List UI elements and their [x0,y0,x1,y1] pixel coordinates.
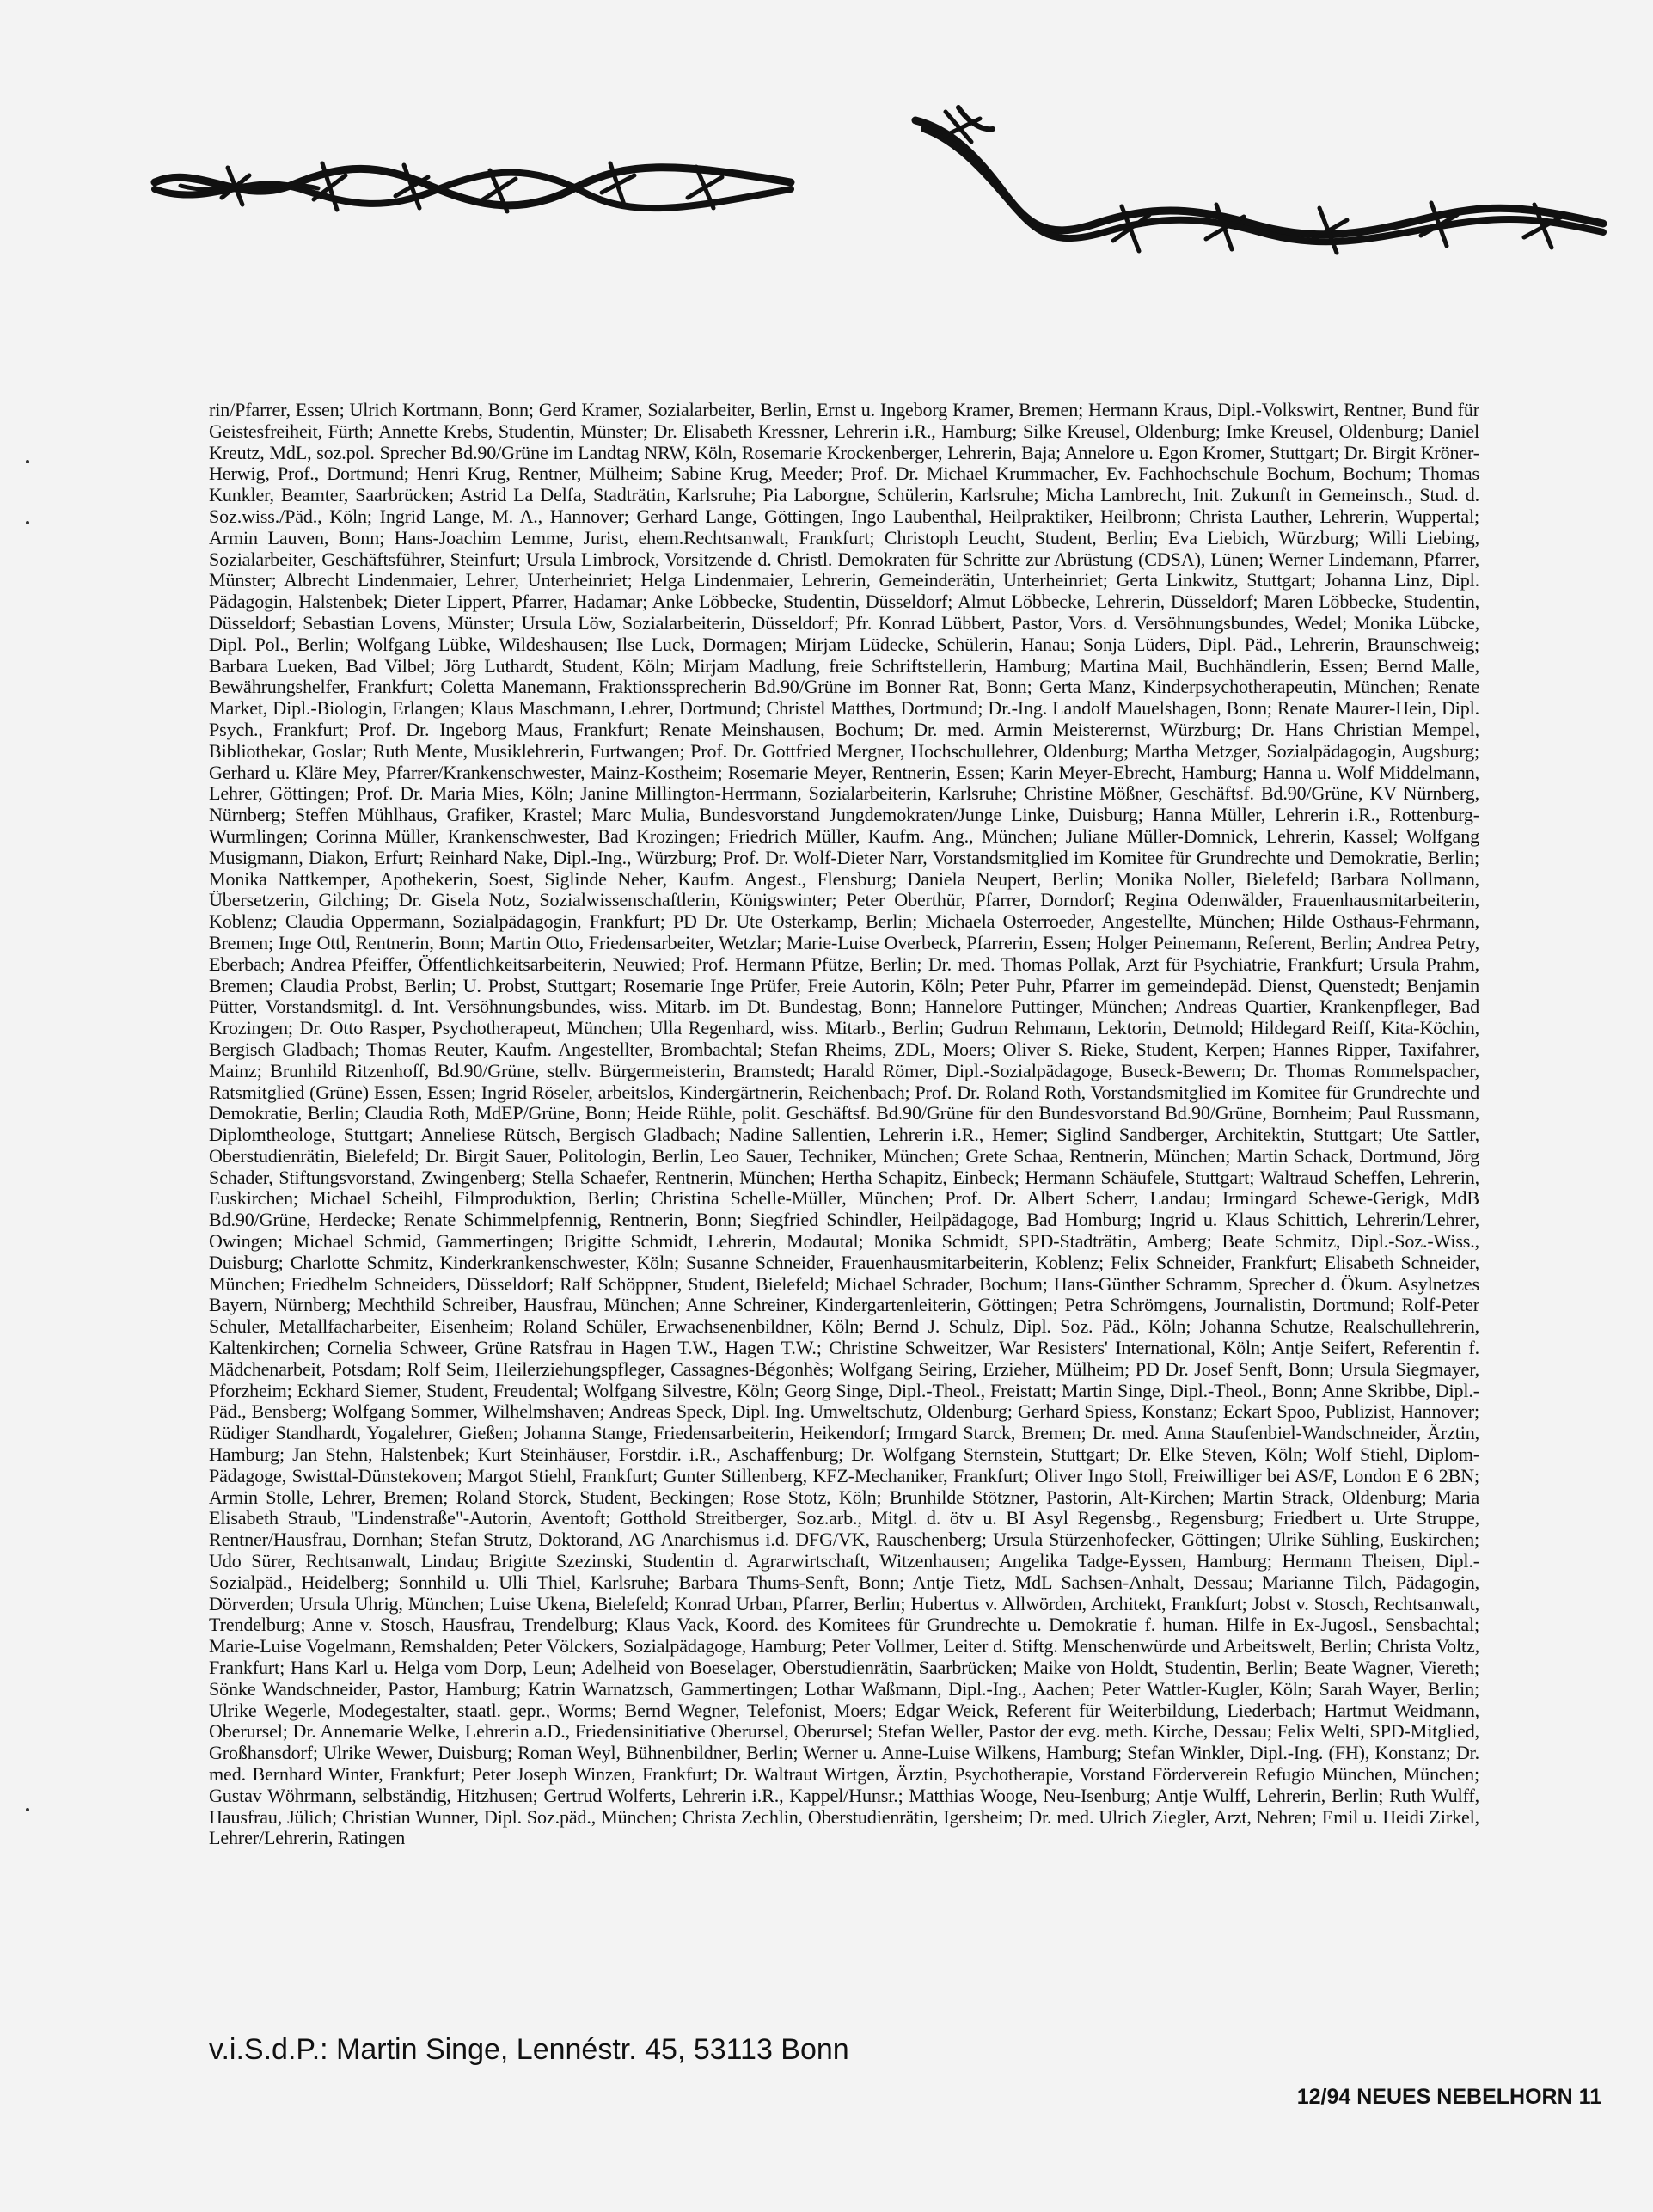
barbed-wire-right-icon [907,95,1612,292]
barbed-wire-left-icon [146,103,799,275]
imprint: v.i.S.d.P.: Martin Singe, Lennéstr. 45, 53113 Bonn [209,2033,849,2066]
signatories-list [209,400,1479,1849]
margin-dot [26,521,29,524]
signatories-text: rin/Pfarrer, Essen; Ulrich Kortmann, Bonn; Gerd Kramer, Sozialarbeiter, Berlin, Ernst u. Ingeborg Kramer, Bremen; Hermann Kraus, Dipl.-Volkswirt, Rentner, Bund für Geistesfreiheit, Fürth; Annette Krebs, Studentin, Münster; Dr. Elisabeth Kressner, Lehrerin i.R., Hamburg; Silke Kreusel, Oldenburg; Imke Kreusel, Oldenburg; Daniel Kreutz, MdL, soz.pol. Sprecher Bd.90/Grüne im Landtag NRW, Köln, Rosemarie Krockenberger, Lehrerin, Baja; Annelore u. Egon Kromer, Stuttgart; Dr. Birgit Kröner-Herwig, Prof., Dortmund; Henri Krug, Rentner, Mülheim; Sabine Krug, Meeder; Prof. Dr. Michael Krummacher, Ev. Fachhochschule Bochum, Bochum; Thomas Kunkler, Beamter, Saarbrücken; Astrid La Delfa, Stadträtin, Karlsruhe; Pia Laborgne, Schülerin, Karlsruhe; Micha Lambrecht, Init. Zukunft in Gemeinsch., Stud. d. Soz.wiss./Päd., Köln; Ingrid Lange, M. A., Hannover; Gerhard Lange, Göttingen, Ingo Laubenthal, Heilpraktiker, Heilbronn; Christa Lauther, Lehrerin, Wuppertal; Armin Lauven, Bonn; Hans-Joachim Lemme, Jurist, ehem.Rechtsanwalt, Frankfurt; Christoph Leucht, Student, Berlin; Eva Liebich, Würzburg; Willi Liebing, Sozialarbeiter, Geschäftsführer, Steinfurt; Ursula Limbrock, Vorsitzende d. Christl. Demokraten für Schritte zur Abrüstung (CDSA), Lünen; Werner Lindemann, Pfarrer, Münster; Albrecht Lindenmaier, Lehrer, Unterheinriet; Helga Lindenmaier, Lehrerin, Gemeinderätin, Unterheinriet; Gerta Linkwitz, Stuttgart; Johanna Linz, Dipl. Pädagogin, Halstenbek; Dieter Lippert, Pfarrer, Hadamar; Anke Löbbecke, Studentin, Düsseldorf; Almut Löbbecke, Lehrerin, Düsseldorf; Maren Löbbecke, Studentin, Düsseldorf; Sebastian Lovens, Münster; Ursula Löw, Sozialarbeiterin, Düsseldorf; Pfr. Konrad Lübbert, Pastor, Vors. d. Versöhnungsbundes, Wedel; Monika Lübcke, Dipl. Pol., Berlin; Wolfgang Lübke, Wildeshausen; Ilse Luck, Dormagen; Mirjam Lüdecke, Schülerin, Hanau; Sonja Lüders, Dipl. Päd., Lehrerin, Braunschweig; Barbara Lueken, Bad Vilbel; Jörg Luthardt, Student, Köln; Mirjam Madlung, freie Schriftstellerin, Hamburg; Martina Mail, Buchhändlerin, Essen; Bernd Malle, Bewährungshelfer, Frankfurt; Coletta Manemann, Fraktionssprecherin Bd.90/Grüne im Bonner Rat, Bonn; Gerta Manz, Kinderpsychotherapeutin, München; Renate Market, Dipl.-Biologin, Erlangen; Klaus Maschmann, Lehrer, Dortmund; Christel Matthes, Dortmund; Dr.-Ing. Landolf Mauelshagen, Bonn; Renate Maurer-Hein, Dipl. Psych., Frankfurt; Prof. Dr. Ingeborg Maus, Frankfurt; Renate Meinshausen, Bochum; Dr. med. Armin Meisterernst, Würzburg; Dr. Hans Christian Mempel, Bibliothekar, Goslar; Ruth Mente, Musiklehrerin, Furtwangen; Prof. Dr. Gottfried Mergner, Hochschullehrer, Oldenburg; Martha Metzger, Sozialpädagogin, Augsburg; Gerhard u. Kläre Mey, Pfarrer/Krankenschwester, Mainz-Kostheim; Rosemarie Meyer, Rentnerin, Essen; Karin Meyer-Ebrecht, Hamburg; Hanna u. Wolf Middelmann, Lehrer, Göttingen; Prof. Dr. Maria Mies, Köln; Janine Millington-Herrmann, Sozialarbeiterin, Karlsruhe; Christine Mößner, Geschäftsf. Bd.90/Grüne, KV Nürnberg, Nürnberg; Steffen Mühlhaus, Grafiker, Krastel; Marc Mulia, Bundesvorstand Jungdemokraten/Junge Linke, Duisburg; Hanna Müller, Lehrerin i.R., Rottenburg-Wurmlingen; Corinna Müller, Krankenschwester, Bad Krozingen; Friedrich Müller, Kaufm. Ang., München; Juliane Müller-Domnick, Lehrerin, Kassel; Wolfgang Musigmann, Diakon, Erfurt; Reinhard Nake, Dipl.-Ing., Würzburg; Prof. Dr. Wolf-Dieter Narr, Vorstandsmitglied im Komitee für Grundrechte und Demokratie, Berlin; Monika Nattkemper, Apothekerin, Soest, Siglinde Neher, Kaufm. Angest., Flensburg; Daniela Neupert, Berlin; Monika Noller, Bielefeld; Barbara Nollmann, Übersetzerin, Gilching; Dr. Gisela Notz, Sozialwissenschaftlerin, Königswinter; Peter Oberthür, Pfarrer, Dorndorf; Regina Odenwälder, Frauenhausmitarbeiterin, Koblenz; Claudia Oppermann, Sozialpädagogin, Frankfurt; PD Dr. Ute Osterkamp, Berlin; Michaela Osterroeder, Angestellte, München; Hilde Osthaus-Fehrmann, Bremen; Inge Ottl, Rentnerin, Bonn; Martin Otto, Friedensarbeiter, Wetzlar; Marie-Luise Overbeck, Pfarrerin, Essen; Holger Peinemann, Referent, Berlin; Andrea Petry, Eberbach; Andrea Pfeiffer, Öffentlichkeitsarbeiterin, Neuwied; Prof. Hermann Pfütze, Berlin; Dr. med. Thomas Pollak, Arzt für Psychiatrie, Frankfurt; Ursula Prahm, Bremen; Claudia Probst, Berlin; U. Probst, Stuttgart; Rosemarie Inge Prüfer, Freie Autorin, Köln; Peter Puhr, Pfarrer im gemeindepäd. Dienst, Quenstedt; Benjamin Pütter, Vorstandsmitgl. d. Int. Versöhnungsbundes, wiss. Mitarb. im Dt. Bundestag, Bonn; Hannelore Puttinger, München; Andreas Quartier, Krankenpfleger, Bad Krozingen; Dr. Otto Rasper, Psychotherapeut, München; Ulla Regenhard, wiss. Mitarb., Berlin; Gudrun Rehmann, Lektorin, Detmold; Hildegard Reiff, Kita-Köchin, Bergisch Gladbach; Thomas Reuter, Kaufm. Angestellter, Brombachtal; Stefan Rheims, ZDL, Moers; Oliver S. Rieke, Student, Kerpen; Hannes Ripper, Taxifahrer, Mainz; Brunhild Ritzenhoff, Bd.90/Grüne, stellv. Bürgermeisterin, Bramstedt; Harald Römer, Dipl.-Sozialpädagoge, Buseck-Bewern; Dr. Thomas Rommelspacher, Ratsmitglied (Grüne) Essen, Essen; Ingrid Röseler, arbeitslos, Kindergärtnerin, Reichenbach; Prof. Dr. Roland Roth, Vorstandsmitglied im Komitee für Grundrechte und Demokratie, Berlin; Claudia Roth, MdEP/Grüne, Bonn; Heide Rühle, polit. Geschäftsf. Bd.90/Grüne für den Bundesvorstand Bd.90/Grüne, Bornheim; Paul Russmann, Diplomtheologe, Stuttgart; Anneliese Rütsch, Bergisch Gladbach; Nadine Sallentien, Lehrerin i.R., Hemer; Siglind Sandberger, Architektin, Stuttgart; Ute Sattler, Oberstudienrätin, Bielefeld; Dr. Birgit Sauer, Politologin, Berlin, Leo Sauer, Techniker, München; Grete Schaa, Rentnerin, München; Martin Schack, Dortmund, Jörg Schader, Stiftungsvorstand, Zwingenberg; Stella Schaefer, Rentnerin, München; Hertha Schapitz, Einbeck; Hermann Schäufele, Stuttgart; Waltraud Scheffen, Lehrerin, Euskirchen; Michael Scheihl, Filmproduktion, Berlin; Christina Schelle-Müller, München; Prof. Dr. Albert Scherr, Landau; Irmingard Schewe-Gerigk, MdB Bd.90/Grüne, Herdecke; Renate Schimmelpfennig, Rentnerin, Bonn; Siegfried Schindler, Heilpädagoge, Bad Homburg; Ingrid u. Klaus Schittich, Lehrerin/Lehrer, Owingen; Michael Schmid, Gammertingen; Brigitte Schmidt, Lehrerin, Modautal; Monika Schmidt, SPD-Stadträtin, Amberg; Beate Schmitz, Dipl.-Soz.-Wiss., Duisburg; Charlotte Schmitz, Kinderkrankenschwester, Köln; Susanne Schneider, Frauenhausmitarbeiterin, Koblenz; Felix Schneider, Frankfurt; Elisabeth Schneider, München; Friedhelm Schneiders, Düsseldorf; Ralf Schöppner, Student, Bielefeld; Michael Schrader, Bochum; Hans-Günther Schramm, Sprecher d. Ökum. Asylnetzes Bayern, Nürnberg; Mechthild Schreiber, Hausfrau, München; Anne Schreiner, Kindergartenleiterin, Göttingen; Petra Schrömgens, Journalistin, Dortmund; Rolf-Peter Schuler, Metallfacharbeiter, Eisenheim; Roland Schüler, Erwachsenenbildner, Köln; Bernd J. Schulz, Dipl. Soz. Päd., Köln; Johanna Schutze, Realschullehrerin, Kaltenkirchen; Cornelia Schweer, Grüne Ratsfrau in Hagen T.W., Hagen T.W.; Christine Schweitzer, War Resisters' International, Köln; Antje Seifert, Referentin f. Mädchenarbeit, Potsdam; Rolf Seim, Heilerziehungspfleger, Cassagnes-Bégonhès; Wolfgang Seiring, Erzieher, Mülheim; PD Dr. Josef Senft, Bonn; Ursula Siegmayer, Pforzheim; Eckhard Siemer, Student, Freudental; Wolfgang Silvestre, Köln; Georg Singe, Dipl.-Theol., Freistatt; Martin Singe, Dipl.-Theol., Bonn; Anne Skribbe, Dipl.-Päd., Bensberg; Wolfgang Sommer, Wilhelmshaven; Andreas Speck, Dipl. Ing. Umweltschutz, Oldenburg; Gerhard Spiess, Konstanz; Eckart Spoo, Publizist, Hannover; Rüdiger Standhardt, Yogalehrer, Gießen; Johanna Stange, Friedensarbeiterin, Heikendorf; Irmgard Starck, Bremen; Dr. med. Anna Staufenbiel-Wandschneider, Ärztin, Hamburg; Jan Stehn, Halstenbek; Kurt Steinhäuser, Forstdir. i.R., Aschaffenburg; Dr. Wolfgang Sternstein, Stuttgart; Dr. Elke Steven, Köln; Wolf Stiehl, Diplom-Pädagoge, Swisttal-Dünstekoven; Margot Stiehl, Frankfurt; Gunter Stillenberg, KFZ-Mechaniker, Frankfurt; Oliver Ingo Stoll, Freiwilliger bei AS/F, London E 6 2BN; Armin Stolle, Lehrer, Bremen; Roland Storck, Student, Beckingen; Rose Stotz, Köln; Brunhilde Stötzner, Pastorin, Alt-Kirchen; Martin Strack, Oldenburg; Maria Elisabeth Straub, "Lindenstraße"-Autorin, Aventoft; Gotthold Streitberger, Soz.arb., Mitgl. d. ötv u. BI Asyl Regensbg., Regensburg; Friedbert u. Urte Struppe, Rentner/Hausfrau, Dornhan; Stefan Strutz, Doktorand, AG Anarchismus i.d. DFG/VK, Rauschenberg; Ursula Stürzenhofecker, Göttingen; Ulrike Sühling, Euskirchen; Udo Sürer, Rechtsanwalt, Lindau; Brigitte Szezinski, Studentin d. Agrarwirtschaft, Witzenhausen; Angelika Tadge-Eyssen, Hamburg; Hermann Theisen, Dipl.-Sozialpäd., Heidelberg; Sonnhild u. Ulli Thiel, Karlsruhe; Barbara Thums-Senft, Bonn; Antje Tietz, MdL Sachsen-Anhalt, Dessau; Marianne Tilch, Pädagogin, Dörverden; Ursula Uhrig, München; Luise Ukena, Bielefeld; Konrad Urban, Pfarrer, Berlin; Hubertus v. Allwörden, Architekt, Frankfurt; Jobst v. Stosch, Rechtsanwalt, Trendelburg; Anne v. Stosch, Hausfrau, Trendelburg; Klaus Vack, Koord. des Komitees für Grundrechte u. Demokratie f. human. Hilfe in Ex-Jugosl., Sensbachtal; Marie-Luise Vogelmann, Remshalden; Peter Völckers, Sozialpädagoge, Hamburg; Peter Vollmer, Leiter d. Stiftg. Menschenwürde und Arbeitswelt, Berlin; Christa Voltz, Frankfurt; Hans Karl u. Helga vom Dorp, Leun; Adelheid von Boeselager, Oberstudienrätin, Saarbrücken; Maike von Holdt, Studentin, Berlin; Beate Wagner, Viereth; Sönke Wandschneider, Pastor, Hamburg; Katrin Warnatzsch, Gammertingen; Lothar Waßmann, Dipl.-Ing., Aachen; Peter Wattler-Kugler, Köln; Sarah Wayer, Berlin; Ulrike Wegerle, Modegestalter, staatl. gepr., Worms; Bernd Wegner, Telefonist, Moers; Edgar Weick, Referent für Weiterbildung, Liederbach; Hartmut Weidmann, Oberursel; Dr. Annemarie Welke, Lehrerin a.D., Friedensinitiative Oberursel, Oberursel; Stefan Weller, Pastor der evg. meth. Kirche, Dessau; Felix Welti, SPD-Mitglied, Großhansdorf; Ulrike Wewer, Duisburg; Roman Weyl, Bühnenbildner, Berlin; Werner u. Anne-Luise Wilkens, Hamburg; Stefan Winkler, Dipl.-Ing. (FH), Konstanz; Dr. med. Bernhard Winter, Frankfurt; Peter Joseph Winzen, Frankfurt; Dr. Waltraut Wirtgen, Ärztin, Psychotherapie, Vorstand Förderverein Refugio München, München; Gustav Wöhrmann, selbständig, Hitzhusen; Gertrud Wolferts, Lehrerin i.R., Kappel/Hunsr.; Matthias Wooge, Neu-Isenburg; Antje Wulff, Lehrerin, Berlin; Ruth Wulff, Hausfrau, Jülich; Christian Wunner, Dipl. Soz.päd., München; Christa Zechlin, Oberstudienrätin, Igersheim; Dr. med. Ulrich Ziegler, Arzt, Nehren; Emil u. Heidi Zirkel, Lehrer/Lehrerin, Ratingen [209,399,1479,1849]
page-footer: 12/94 NEUES NEBELHORN 11 [1296,2085,1601,2109]
margin-dot [26,460,29,463]
margin-dot [26,1808,29,1811]
